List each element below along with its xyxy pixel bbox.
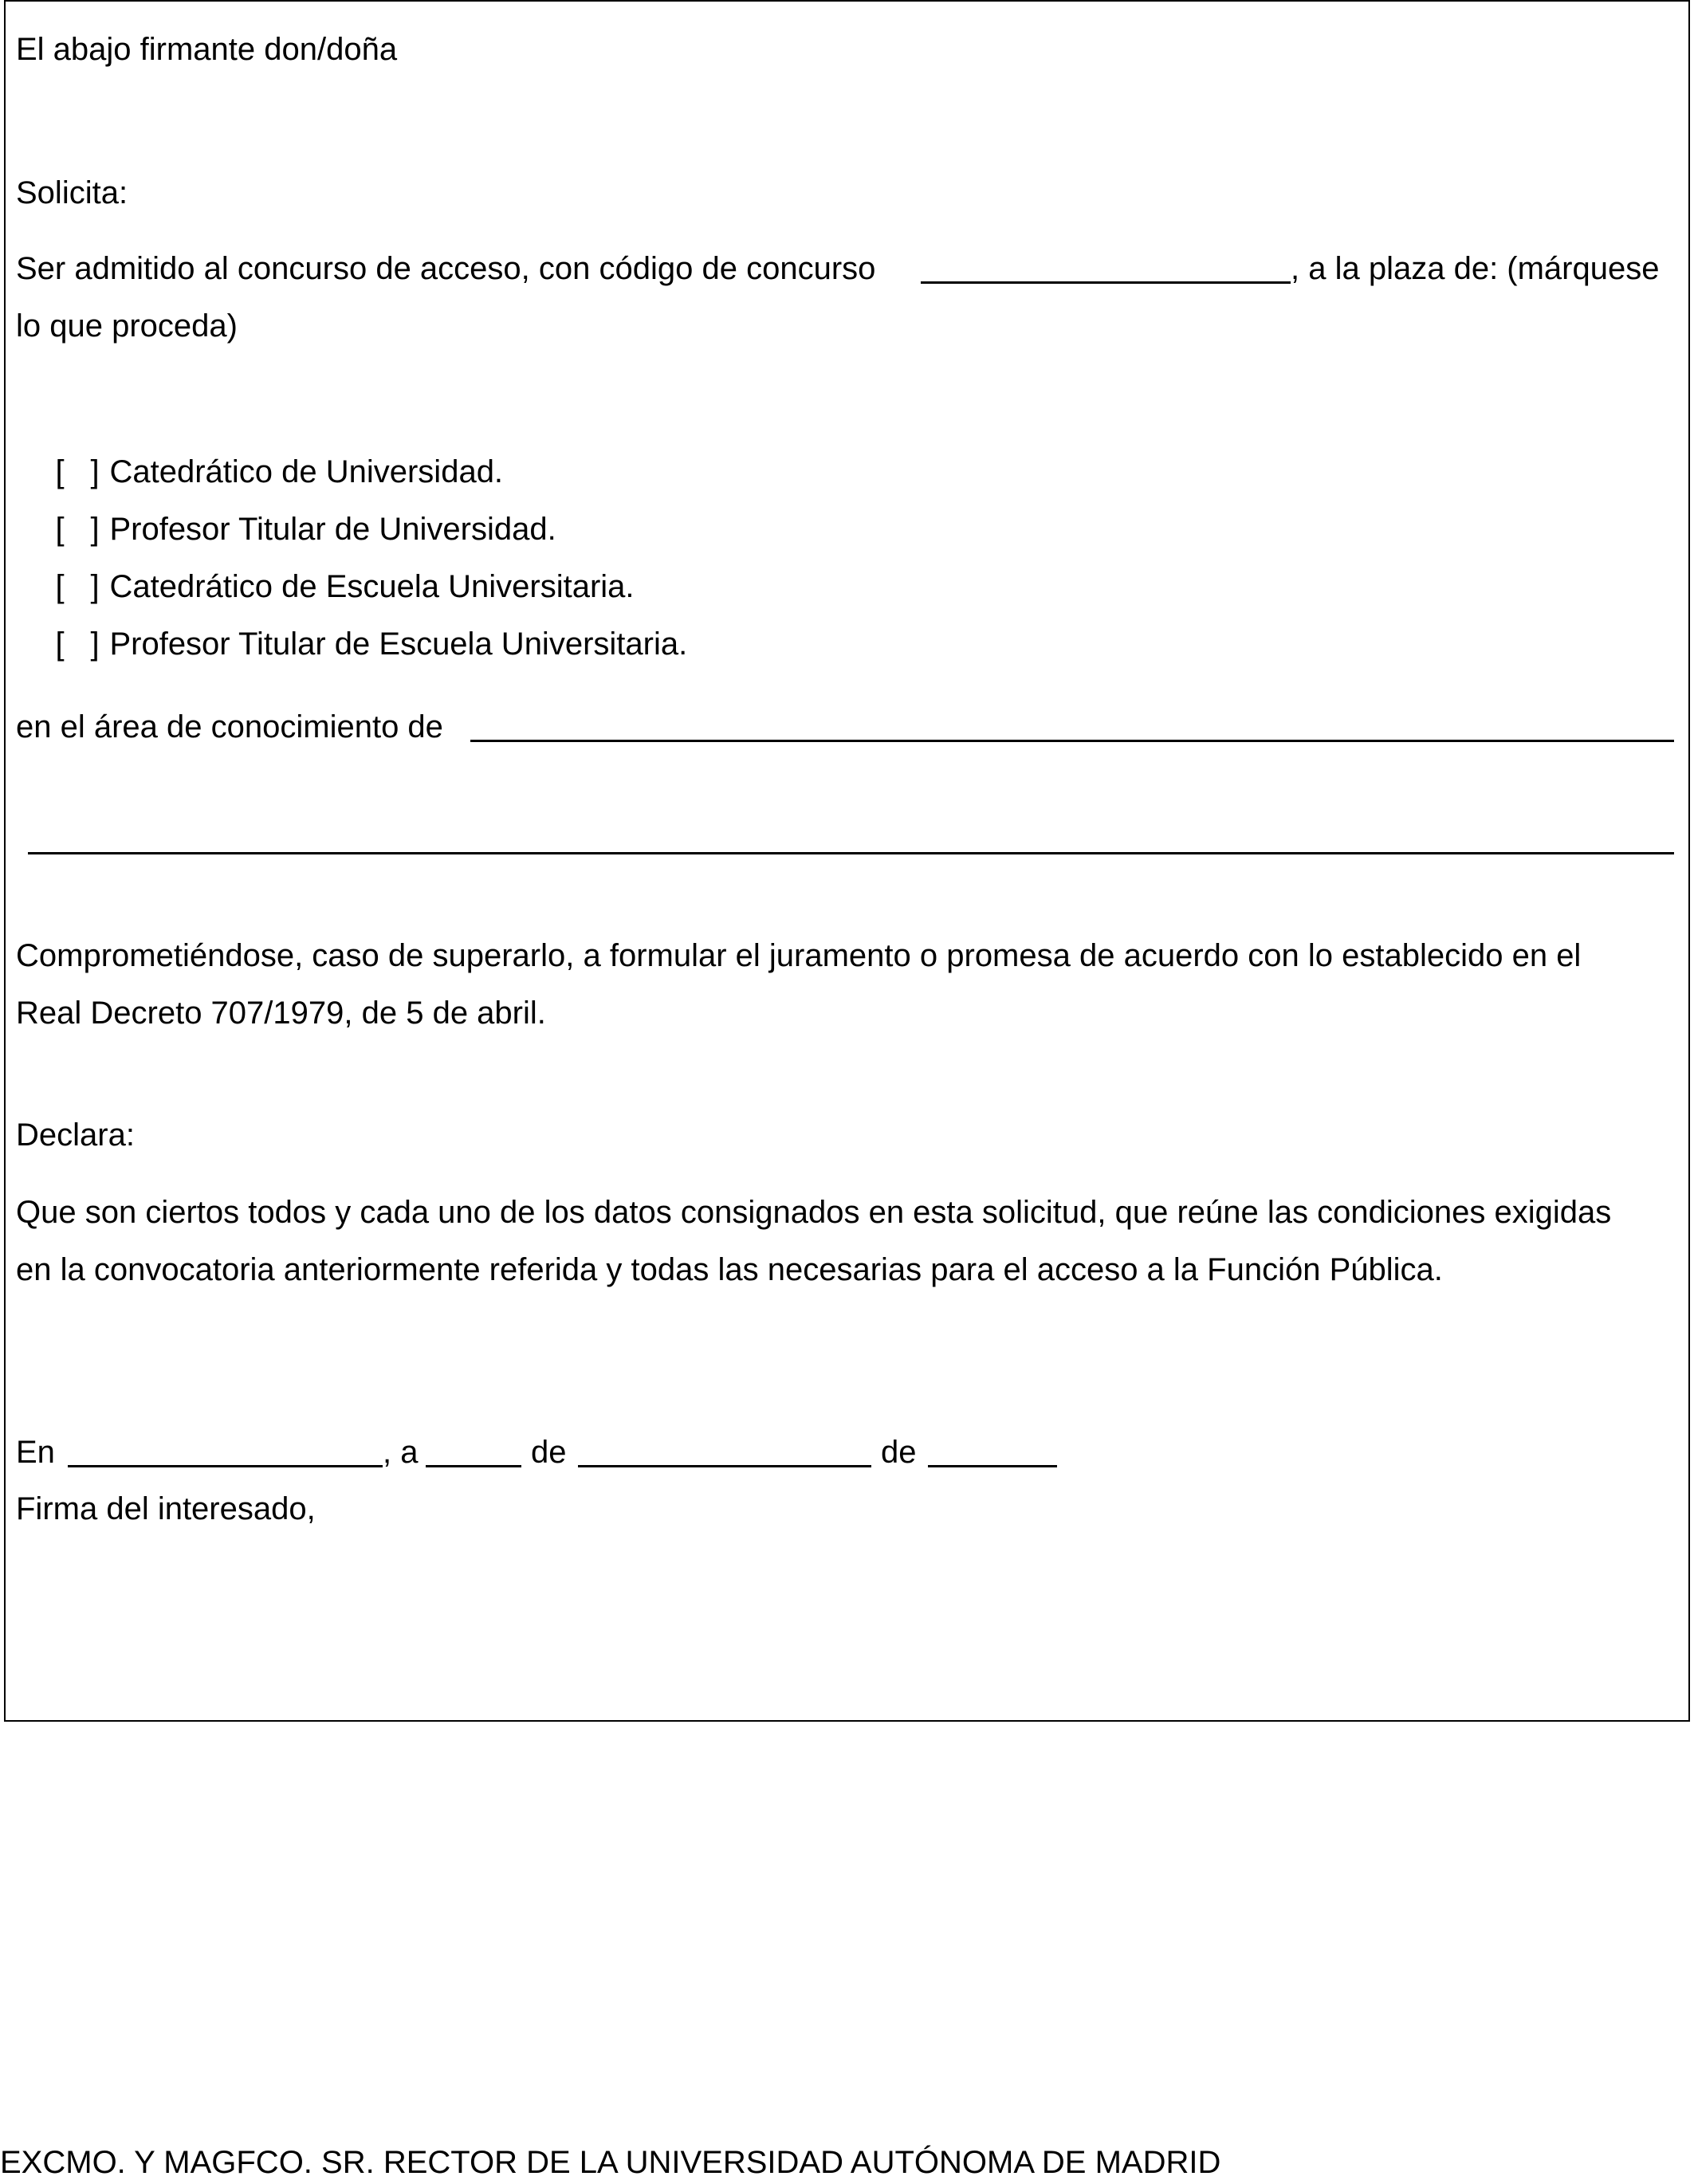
option-label: Profesor Titular de Universidad. xyxy=(109,512,556,547)
contest-code-field[interactable] xyxy=(921,281,1291,284)
date-a-label: , a xyxy=(383,1435,419,1470)
area-label: en el área de conocimiento de xyxy=(16,709,443,744)
declaration-text-line1: Que son ciertos todos y cada uno de los datos consignados en esta solicitud, que reúne las condiciones exigidas xyxy=(16,1195,1612,1230)
place-field[interactable] xyxy=(68,1465,383,1467)
option-label: Catedrático de Escuela Universitaria. xyxy=(109,569,635,604)
knowledge-area-field-continued[interactable] xyxy=(28,852,1674,854)
year-field[interactable] xyxy=(928,1465,1057,1467)
declara-heading: Declara: xyxy=(16,1118,135,1153)
option-profesor-titular-escuela[interactable] xyxy=(20,596,687,692)
checkbox[interactable]: [ ] xyxy=(55,627,100,662)
knowledge-area-field[interactable] xyxy=(470,740,1674,742)
signature-label: Firma del interesado, xyxy=(16,1491,316,1526)
date-en-label: En xyxy=(16,1435,55,1470)
commitment-text-line2: Real Decreto 707/1979, de 5 de abril. xyxy=(16,996,546,1031)
month-field[interactable] xyxy=(578,1465,871,1467)
request-text-end: , a la plaza de: (márquese xyxy=(1291,251,1660,286)
solicita-heading: Solicita: xyxy=(16,175,128,210)
date-de-label-1: de xyxy=(531,1435,567,1470)
request-text-start: Ser admitido al concurso de acceso, con código de concurso xyxy=(16,251,876,286)
checkbox[interactable]: [ ] xyxy=(55,454,100,489)
declaration-text-line2: en la convocatoria anteriormente referida y todas las necesarias para el acceso a la Función Pública. xyxy=(16,1252,1443,1287)
intro-text: El abajo firmante don/doña xyxy=(16,32,398,67)
application-form-frame xyxy=(4,0,1690,1722)
date-de-label-2: de xyxy=(881,1435,917,1470)
option-label: Catedrático de Universidad. xyxy=(109,454,504,489)
commitment-text-line1: Comprometiéndose, caso de superarlo, a formular el juramento o promesa de acuerdo con lo establecido en el xyxy=(16,938,1582,973)
checkbox[interactable]: [ ] xyxy=(55,512,100,547)
request-text-continuation: lo que proceda) xyxy=(16,308,238,344)
day-field[interactable] xyxy=(426,1465,521,1467)
addressee-footer: EXCMO. Y MAGFCO. SR. RECTOR DE LA UNIVERSIDAD AUTÓNOMA DE MADRID xyxy=(0,2145,1221,2180)
checkbox[interactable]: [ ] xyxy=(55,569,100,604)
option-label: Profesor Titular de Escuela Universitaria. xyxy=(109,627,688,662)
